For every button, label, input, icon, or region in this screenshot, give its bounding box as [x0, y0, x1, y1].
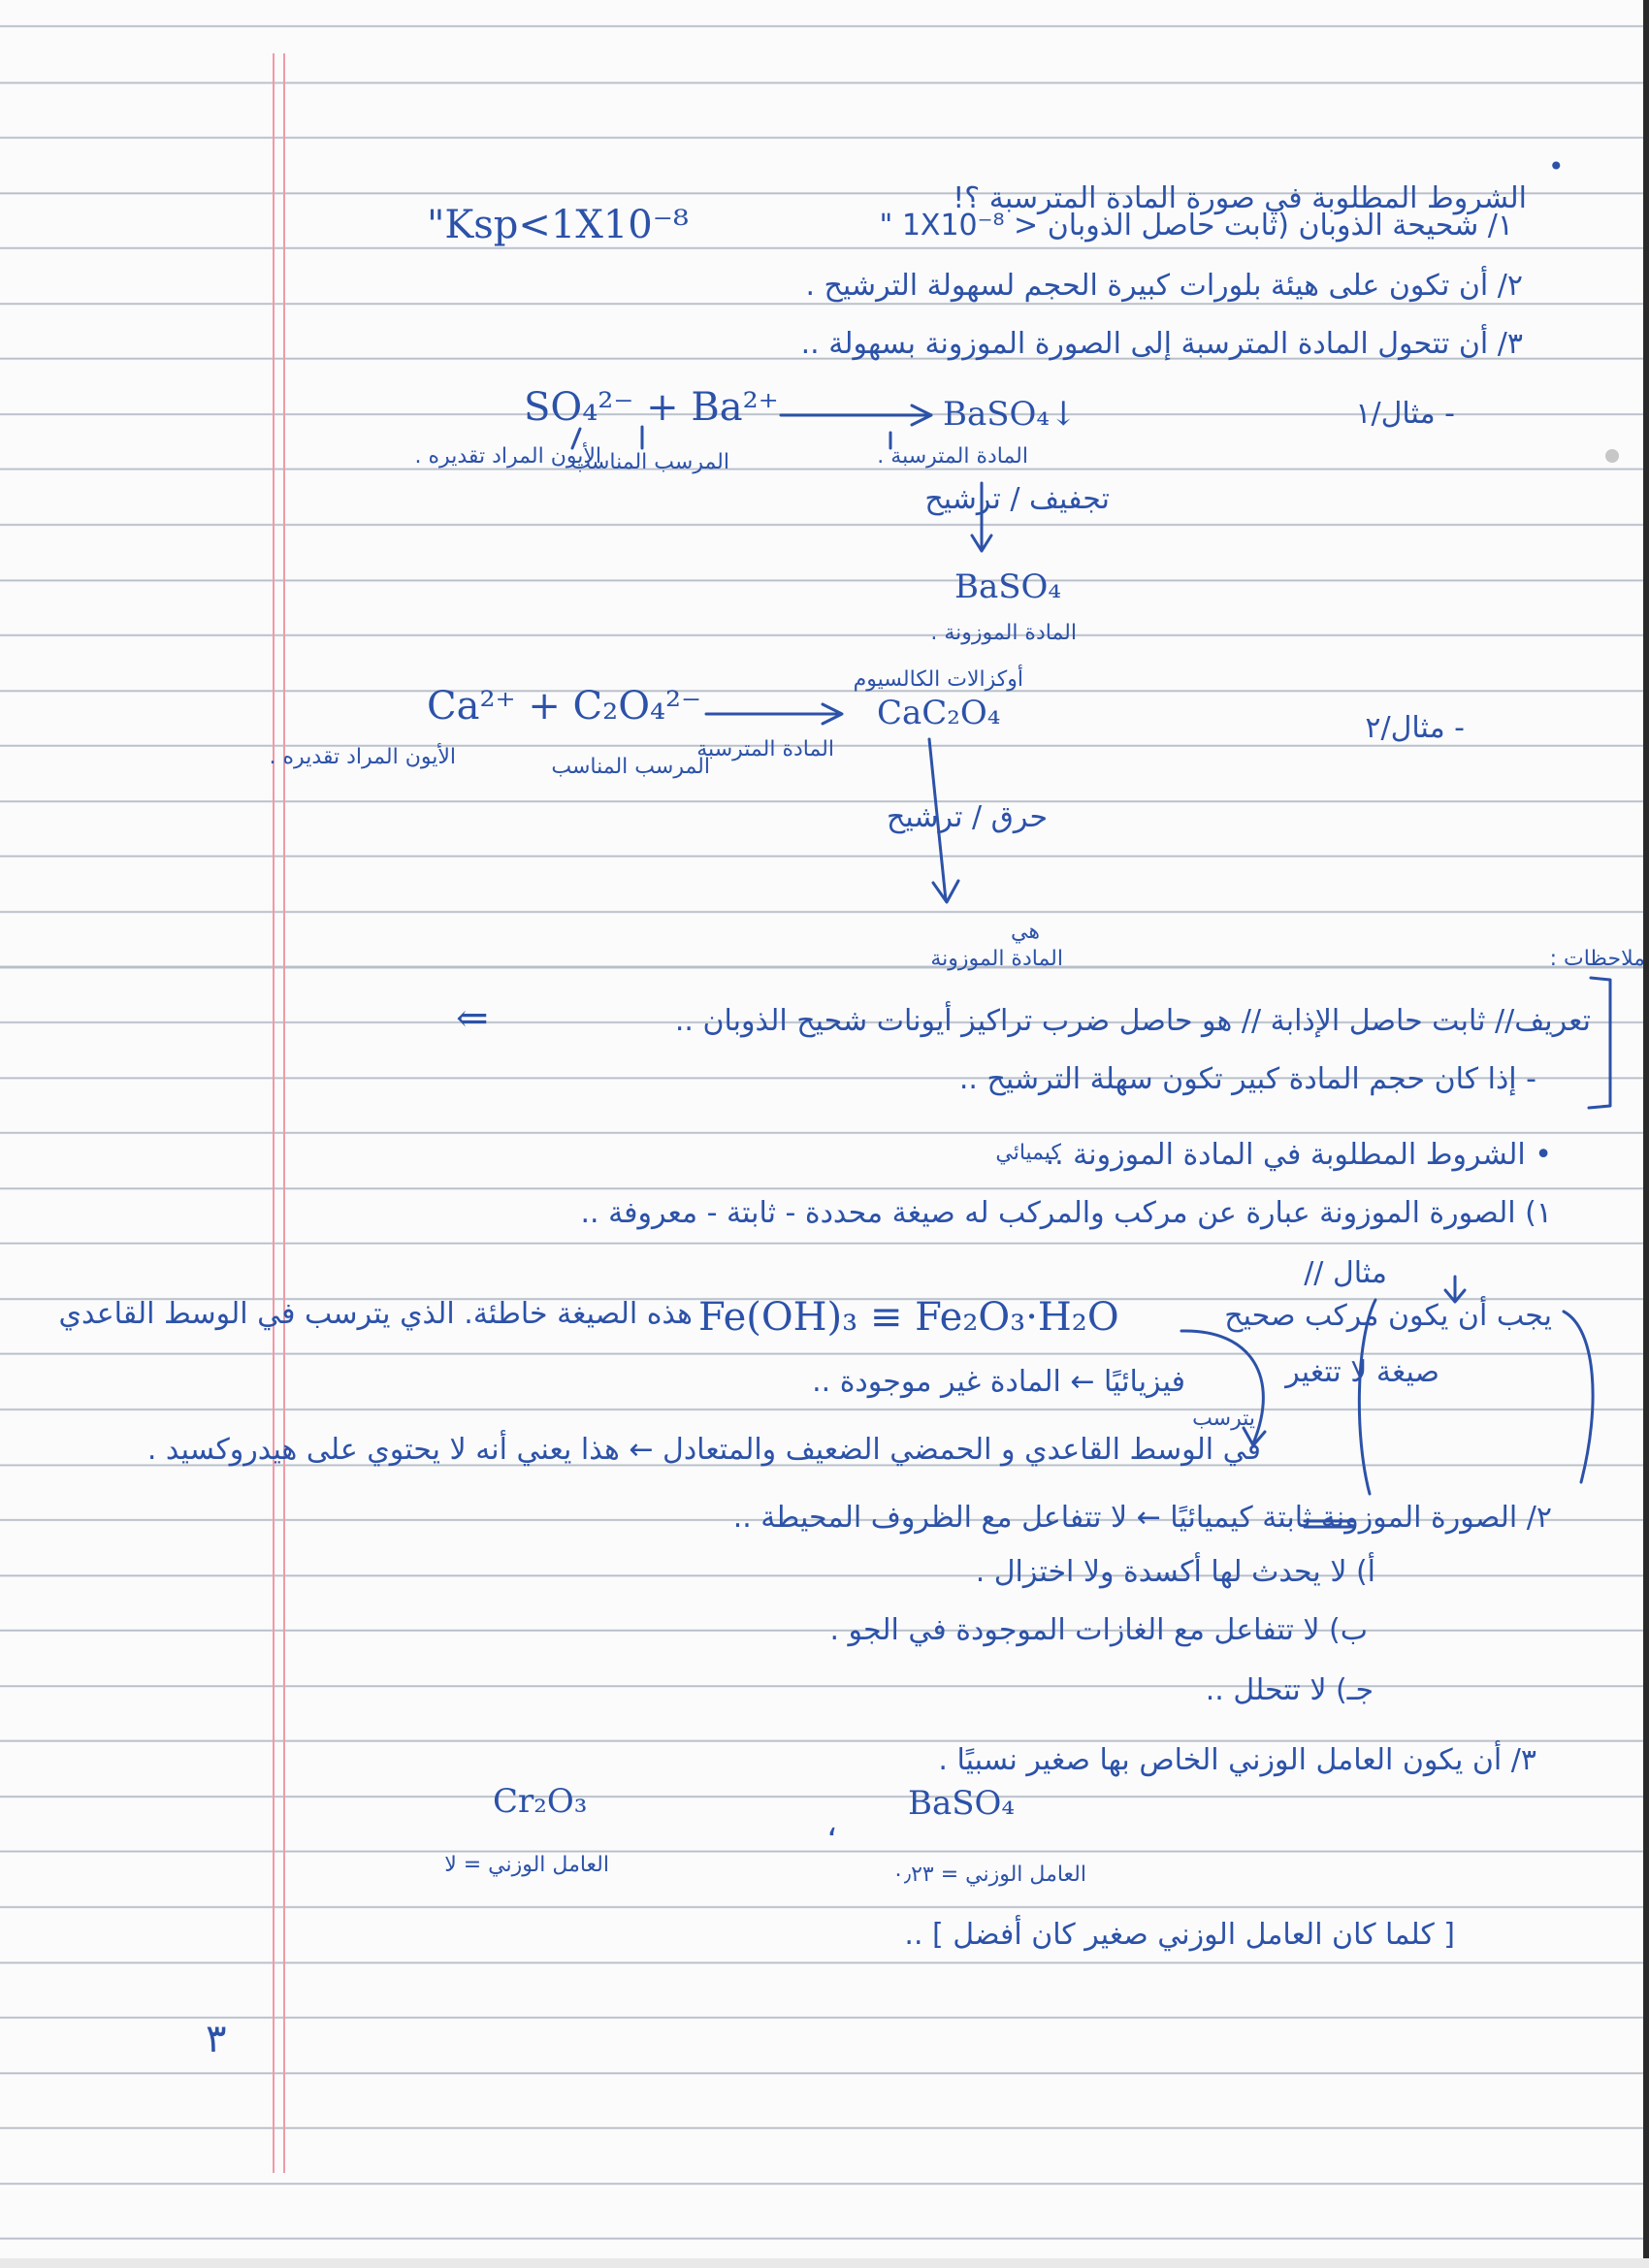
- example-1-product: BaSO₄↓: [943, 395, 1078, 434]
- example-1-weighed-label: المادة الموزونة .: [930, 621, 1077, 645]
- condition-3: ٣/ أن تتحول المادة المترسبة إلى الصورة الموزونة بسهولة ..: [800, 327, 1523, 361]
- fe-line-3-sup: يترسب: [1192, 1407, 1255, 1431]
- example-2-reactants: Ca²⁺ + C₂O₄²⁻: [427, 684, 702, 729]
- weighed-condition-2c: جـ) لا تتحلل ..: [1205, 1673, 1374, 1707]
- fe-formula: Fe(OH)₃ ≡ Fe₂O₃·H₂O: [698, 1295, 1119, 1340]
- definition-mark: ⇐: [456, 996, 489, 1041]
- weighed-heading: • الشروط المطلوبة في المادة الموزونة ..: [1045, 1138, 1552, 1172]
- notes-bracket: [1589, 978, 1610, 1108]
- example-2-oxalate-annotation: أوكزالات الكالسيوم: [853, 667, 1023, 692]
- notes-title: ملاحظات :: [1549, 947, 1645, 971]
- weighed-heading-sup: كيميائي: [995, 1141, 1061, 1165]
- example-1-precipitate-annotation: المادة المترسبة .: [877, 444, 1028, 469]
- condition-1: ١/ شحيحة الذوبان (ثابت حاصل الذوبان < 1X10⁻⁸ ": [879, 209, 1513, 243]
- fe-line-2: فيزيائيًا ← المادة غير موجودة ..: [812, 1365, 1185, 1399]
- page-number: ٣: [206, 2017, 227, 2061]
- example-1-process: تجفيف / ترشيح: [924, 482, 1110, 516]
- example-2-reagent-annotation: المرسب المناسب: [551, 755, 710, 779]
- cr-factor-label: العامل الوزني = لا: [444, 1853, 609, 1877]
- example-1-reactants: SO₄²⁻ + Ba²⁺: [524, 385, 779, 430]
- reaction-arrow: [706, 704, 842, 724]
- example-1-ion-annotation: الأيون المراد تقديره .: [414, 444, 601, 469]
- fe-line-3: في الوسط القاعدي و الحمضي الضعيف والمتعادل ← هذا يعني أنه لا يحتوي على هيدروكسيد .: [146, 1433, 1261, 1467]
- ba-factor-label: العامل الوزني = ٠٫٢٣: [892, 1863, 1086, 1887]
- box-line-2: صيغة لا تتغير: [1285, 1355, 1439, 1389]
- example-3-label: مثال //: [1304, 1256, 1387, 1290]
- weighed-condition-2a: أ) لا يحدث لها أكسدة ولا اختزال .: [975, 1555, 1375, 1589]
- bullet: •: [1548, 150, 1565, 182]
- example-2-process: حرق / ترشيح: [886, 800, 1048, 834]
- note-line: - إذا كان حجم المادة كبير تكون سهلة الترشيح ..: [958, 1062, 1536, 1096]
- final-note: [ كلما كان العامل الوزني صغير كان أفضل ] ..: [904, 1918, 1455, 1952]
- weighed-condition-1: ١) الصورة الموزونة عبارة عن مركب والمركب له صيغة محددة - ثابتة - معروفة ..: [580, 1196, 1552, 1230]
- weighed-condition-2: ٢/ الصورة الموزونة ثابتة كيميائيًا ← لا تتفاعل مع الظروف المحيطة ..: [732, 1501, 1552, 1535]
- ksp-formula: "Ksp<1X10⁻⁸: [427, 203, 689, 247]
- formula-separator: ،: [826, 1805, 837, 1844]
- fe-description: هذه الصيغة خاطئة. الذي يترسب في الوسط القاعدي: [58, 1297, 693, 1331]
- example-2-weighed-label: المادة الموزونة: [930, 947, 1063, 971]
- example-2-label: - مثال/٢: [1365, 711, 1465, 745]
- example-1-weighed-formula: BaSO₄: [954, 567, 1062, 606]
- example-2-product: CaC₂O₄: [877, 694, 1001, 732]
- example-2-ion-annotation: الأيون المراد تقديره .: [269, 745, 456, 769]
- condition-2: ٢/ أن تكون على هيئة بلورات كبيرة الحجم لسهولة الترشيح .: [805, 269, 1523, 303]
- example-2-weighed-word: هي: [1011, 920, 1040, 944]
- box-line-1: يجب أن يكون مركب صحيح: [1224, 1299, 1552, 1333]
- cr-formula: Cr₂O₃: [493, 1782, 588, 1821]
- scan-smudge: [1605, 449, 1619, 463]
- example-1-label: - مثال/١: [1355, 397, 1455, 431]
- ba-formula: BaSO₄: [908, 1784, 1016, 1823]
- example-1-reagent-annotation: المرسب المناسب: [570, 450, 729, 474]
- box-bracket: [1564, 1312, 1593, 1482]
- weighed-condition-2b: ب) لا تتفاعل مع الغازات الموجودة في الجو .: [829, 1613, 1368, 1647]
- definition-line: تعريف// ثابت حاصل الإذابة // هو حاصل ضرب تراكيز أيونات شحيح الذوبان ..: [674, 1004, 1591, 1038]
- main-heading: الشروط المطلوبة في صورة المادة المترسبة ؟!: [953, 181, 1527, 215]
- weighed-condition-3: ٣/ أن يكون العامل الوزني الخاص بها صغير نسبيًا .: [938, 1743, 1536, 1777]
- example-2-precipitate-annotation: المادة المترسبة: [696, 737, 834, 761]
- reaction-arrow: [781, 405, 931, 425]
